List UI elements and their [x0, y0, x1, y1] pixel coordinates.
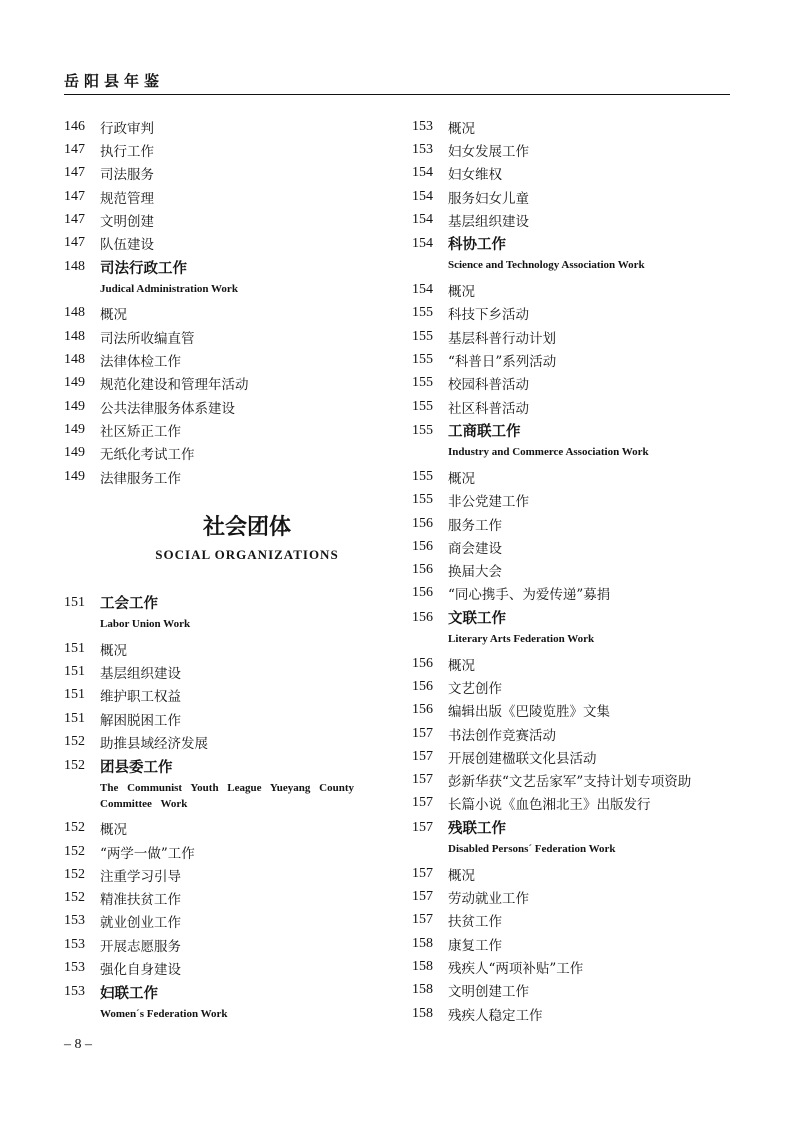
page-ref: 151 — [64, 594, 85, 610]
page-ref: 155 — [412, 398, 433, 414]
page-ref: 153 — [64, 984, 85, 1000]
page-ref: 148 — [64, 328, 85, 344]
page-ref: 153 — [64, 913, 85, 929]
toc-entry[interactable] — [64, 933, 394, 956]
toc-right-column — [412, 115, 732, 1025]
entry-title: 残疾人“两项补贴”工作 — [448, 960, 584, 977]
entry-title: 公共法律服务体系建设 — [100, 400, 235, 417]
section-english-title: Science and Technology Association Work — [448, 259, 645, 272]
page-ref: 155 — [412, 352, 433, 368]
page-ref: 156 — [412, 538, 433, 554]
toc-entry[interactable] — [64, 730, 394, 753]
entry-title: 概况 — [448, 120, 475, 137]
page-ref: 148 — [64, 259, 85, 275]
entry-title: 残疾人稳定工作 — [448, 1007, 543, 1024]
toc-entry[interactable] — [412, 862, 732, 885]
section-title: 科协工作 — [448, 237, 506, 254]
page-ref: 157 — [412, 795, 433, 811]
page-ref: 147 — [64, 141, 85, 157]
entry-title: 规范化建设和管理年活动 — [100, 377, 249, 394]
toc-entry[interactable] — [412, 185, 732, 208]
page-ref: 156 — [412, 609, 433, 625]
toc-entry[interactable] — [412, 745, 732, 768]
toc-entry[interactable] — [412, 885, 732, 908]
toc-entry[interactable] — [64, 185, 394, 208]
toc-entry[interactable] — [412, 278, 732, 301]
part-english-title: SOCIAL ORGANIZATIONS — [155, 547, 339, 563]
toc-entry[interactable] — [412, 979, 732, 1002]
page-ref: 158 — [412, 958, 433, 974]
header-rule — [64, 94, 730, 95]
entry-title: “两学一做”工作 — [100, 845, 195, 862]
toc-entry[interactable] — [64, 348, 394, 371]
entry-title: 就业创业工作 — [100, 915, 181, 932]
toc-section[interactable] — [64, 754, 394, 779]
page-ref: 156 — [412, 515, 433, 531]
running-header-title: 岳阳县年鉴 — [64, 72, 165, 90]
section-english-title: Women´s Federation Work — [100, 1007, 228, 1020]
page-ref: 154 — [412, 211, 433, 227]
toc-entry[interactable] — [412, 909, 732, 932]
page-ref: 158 — [412, 935, 433, 951]
toc-entry[interactable] — [64, 707, 394, 730]
toc-section[interactable] — [412, 605, 732, 630]
page-ref: 154 — [412, 188, 433, 204]
page-ref: 152 — [64, 758, 85, 774]
page-ref: 153 — [64, 936, 85, 952]
toc-entry[interactable] — [412, 208, 732, 231]
page-ref: 152 — [64, 866, 85, 882]
toc-section[interactable] — [412, 231, 732, 256]
page-ref: 152 — [64, 843, 85, 859]
page-ref: 157 — [412, 889, 433, 905]
page-ref: 158 — [412, 1005, 433, 1021]
page-ref: 147 — [64, 235, 85, 251]
toc-entry[interactable] — [64, 231, 394, 254]
toc-entry[interactable] — [64, 208, 394, 231]
toc-entry[interactable] — [64, 840, 394, 863]
toc-entry[interactable] — [64, 162, 394, 185]
section-title: 妇联工作 — [100, 985, 158, 1002]
page-ref: 156 — [412, 702, 433, 718]
entry-title: 文艺创作 — [448, 680, 502, 697]
page-ref: 153 — [412, 141, 433, 157]
entry-title: 基层科普行动计划 — [448, 330, 556, 347]
toc-entry[interactable] — [412, 302, 732, 325]
page-ref: 149 — [64, 375, 85, 391]
entry-title: 注重学习引导 — [100, 868, 181, 885]
entry-title: 精准扶贫工作 — [100, 892, 181, 909]
page-ref: 155 — [412, 422, 433, 438]
toc-entry[interactable] — [64, 863, 394, 886]
toc-entry[interactable] — [64, 637, 394, 660]
toc-entry[interactable] — [64, 372, 394, 395]
entry-title: 概况 — [100, 642, 127, 659]
section-english-title: The Communist Youth League Yueyang County Committee Work — [100, 781, 355, 810]
part-title: 社会团体 — [202, 514, 291, 541]
toc-entry[interactable] — [412, 558, 732, 581]
page-ref: 154 — [412, 165, 433, 181]
entry-title: 换届大会 — [448, 564, 502, 581]
toc-entry[interactable] — [64, 325, 394, 348]
toc-entry[interactable] — [412, 489, 732, 512]
page-ref: 157 — [412, 912, 433, 928]
toc-entry[interactable] — [64, 442, 394, 465]
toc-entry[interactable] — [64, 660, 394, 683]
page-ref: 151 — [64, 687, 85, 703]
toc-entry[interactable] — [412, 535, 732, 558]
toc-entry[interactable] — [412, 512, 732, 535]
entry-title: 服务妇女儿童 — [448, 190, 529, 207]
entry-title: 队伍建设 — [100, 237, 154, 254]
part-heading — [64, 510, 394, 563]
toc-entry[interactable] — [64, 138, 394, 161]
section-title: 司法行政工作 — [100, 260, 187, 277]
page-ref: 154 — [412, 235, 433, 251]
page-ref: 152 — [64, 890, 85, 906]
toc-entry[interactable] — [64, 887, 394, 910]
entry-title: 司法所收编直管 — [100, 330, 195, 347]
toc-entry[interactable] — [64, 910, 394, 933]
entry-title: 概况 — [448, 867, 475, 884]
entry-title: 法律体检工作 — [100, 354, 181, 371]
section-title: 团县委工作 — [100, 759, 173, 776]
toc-entry[interactable] — [412, 138, 732, 161]
page-ref: 153 — [412, 118, 433, 134]
toc-entry[interactable] — [412, 1002, 732, 1025]
page-ref: 156 — [412, 678, 433, 694]
toc-section[interactable] — [412, 815, 732, 840]
entry-title: 概况 — [100, 822, 127, 839]
toc-section[interactable] — [64, 980, 394, 1005]
entry-title: 开展志愿服务 — [100, 938, 181, 955]
page-ref: 157 — [412, 725, 433, 741]
page-ref: 149 — [64, 421, 85, 437]
toc-entry[interactable] — [412, 465, 732, 488]
page-ref: 148 — [64, 305, 85, 321]
page-ref: 149 — [64, 468, 85, 484]
page-ref: 147 — [64, 165, 85, 181]
page-ref: 156 — [412, 585, 433, 601]
toc-entry[interactable] — [412, 325, 732, 348]
toc-entry[interactable] — [64, 817, 394, 840]
page-ref: 155 — [412, 305, 433, 321]
page-ref: 155 — [412, 492, 433, 508]
entry-title: 执行工作 — [100, 143, 154, 160]
entry-title: 社区科普活动 — [448, 400, 529, 417]
toc-entry[interactable] — [64, 684, 394, 707]
page-ref: 152 — [64, 820, 85, 836]
section-title: 文联工作 — [448, 611, 506, 628]
page-ref: 149 — [64, 445, 85, 461]
entry-title: 彭新华获“文艺岳家军”支持计划专项资助 — [448, 774, 692, 791]
page-ref: 156 — [412, 562, 433, 578]
entry-title: 劳动就业工作 — [448, 891, 529, 908]
entry-title: 非公党建工作 — [448, 494, 529, 511]
toc-entry[interactable] — [412, 162, 732, 185]
page-ref: 147 — [64, 188, 85, 204]
entry-title: 科技下乡活动 — [448, 307, 529, 324]
section-title: 残联工作 — [448, 821, 506, 838]
toc-section[interactable] — [64, 590, 394, 615]
entry-title: 规范管理 — [100, 190, 154, 207]
toc-entry[interactable] — [412, 932, 732, 955]
toc-entry[interactable] — [64, 115, 394, 138]
page-ref: 156 — [412, 655, 433, 671]
page-ref: 155 — [412, 468, 433, 484]
page-ref: 157 — [412, 865, 433, 881]
entry-title: 解困脱困工作 — [100, 712, 181, 729]
page-ref: 151 — [64, 710, 85, 726]
page-ref: 148 — [64, 352, 85, 368]
section-title: 工会工作 — [100, 596, 158, 613]
toc-entry[interactable] — [412, 699, 732, 722]
section-english-title: Disabled Persons´ Federation Work — [448, 843, 616, 856]
toc-entry[interactable] — [412, 792, 732, 815]
page-ref: 154 — [412, 282, 433, 298]
entry-title: 行政审判 — [100, 120, 154, 137]
toc-section[interactable] — [412, 418, 732, 443]
entry-title: 妇女发展工作 — [448, 143, 529, 160]
toc-section[interactable] — [64, 255, 394, 280]
entry-title: 长篇小说《血色湘北王》出版发行 — [448, 797, 651, 814]
entry-title: 文明创建 — [100, 213, 154, 230]
toc-entry[interactable] — [64, 395, 394, 418]
toc-entry[interactable] — [412, 652, 732, 675]
page-ref: 157 — [412, 772, 433, 788]
toc-entry[interactable] — [64, 302, 394, 325]
toc-left-column — [64, 115, 394, 1027]
entry-title: 服务工作 — [448, 517, 502, 534]
toc-entry[interactable] — [412, 955, 732, 978]
toc-entry[interactable] — [412, 582, 732, 605]
entry-title: 强化自身建设 — [100, 962, 181, 979]
entry-title: 康复工作 — [448, 937, 502, 954]
entry-title: 概况 — [448, 284, 475, 301]
entry-title: 校园科普活动 — [448, 377, 529, 394]
toc-entry[interactable] — [412, 769, 732, 792]
section-english-title: Judical Administration Work — [100, 282, 238, 295]
entry-title: 社区矫正工作 — [100, 423, 181, 440]
entry-title: 商会建设 — [448, 540, 502, 557]
page-ref: 155 — [412, 375, 433, 391]
entry-title: 概况 — [448, 470, 475, 487]
entry-title: 概况 — [100, 307, 127, 324]
entry-title: “科普日”系列活动 — [448, 354, 557, 371]
page-ref: 147 — [64, 211, 85, 227]
entry-title: “同心携手、为爱传递”募捐 — [448, 587, 611, 604]
entry-title: 书法创作竞赛活动 — [448, 727, 556, 744]
entry-title: 维护职工权益 — [100, 689, 181, 706]
entry-title: 司法服务 — [100, 167, 154, 184]
page-ref: 157 — [412, 748, 433, 764]
section-english-title: Industry and Commerce Association Work — [448, 446, 649, 459]
page-ref: 158 — [412, 982, 433, 998]
toc-entry[interactable] — [412, 395, 732, 418]
page-ref: 146 — [64, 118, 85, 134]
entry-title: 扶贫工作 — [448, 914, 502, 931]
page-ref: 151 — [64, 664, 85, 680]
page-number: – 8 – — [64, 1037, 92, 1052]
entry-title: 基层组织建设 — [448, 213, 529, 230]
toc-entry[interactable] — [64, 465, 394, 488]
entry-title: 开展创建楹联文化县活动 — [448, 750, 597, 767]
section-english-title: Labor Union Work — [100, 618, 191, 631]
entry-title: 法律服务工作 — [100, 470, 181, 487]
toc-entry[interactable] — [412, 348, 732, 371]
page-ref: 157 — [412, 819, 433, 835]
section-english-title: Literary Arts Federation Work — [448, 633, 595, 646]
toc-entry[interactable] — [412, 722, 732, 745]
page-ref: 151 — [64, 640, 85, 656]
page-ref: 149 — [64, 398, 85, 414]
toc-entry[interactable] — [412, 372, 732, 395]
section-title: 工商联工作 — [448, 424, 521, 441]
page-ref: 152 — [64, 733, 85, 749]
entry-title: 妇女维权 — [448, 167, 502, 184]
page-ref: 153 — [64, 960, 85, 976]
entry-title: 基层组织建设 — [100, 666, 181, 683]
toc-entry[interactable] — [64, 418, 394, 441]
toc-entry[interactable] — [64, 956, 394, 979]
page-ref: 155 — [412, 328, 433, 344]
toc-entry[interactable] — [412, 115, 732, 138]
entry-title: 概况 — [448, 657, 475, 674]
entry-title: 助推县域经济发展 — [100, 735, 208, 752]
entry-title: 文明创建工作 — [448, 984, 529, 1001]
toc-entry[interactable] — [412, 675, 732, 698]
entry-title: 编辑出版《巴陵览胜》文集 — [448, 704, 610, 721]
entry-title: 无纸化考试工作 — [100, 447, 195, 464]
